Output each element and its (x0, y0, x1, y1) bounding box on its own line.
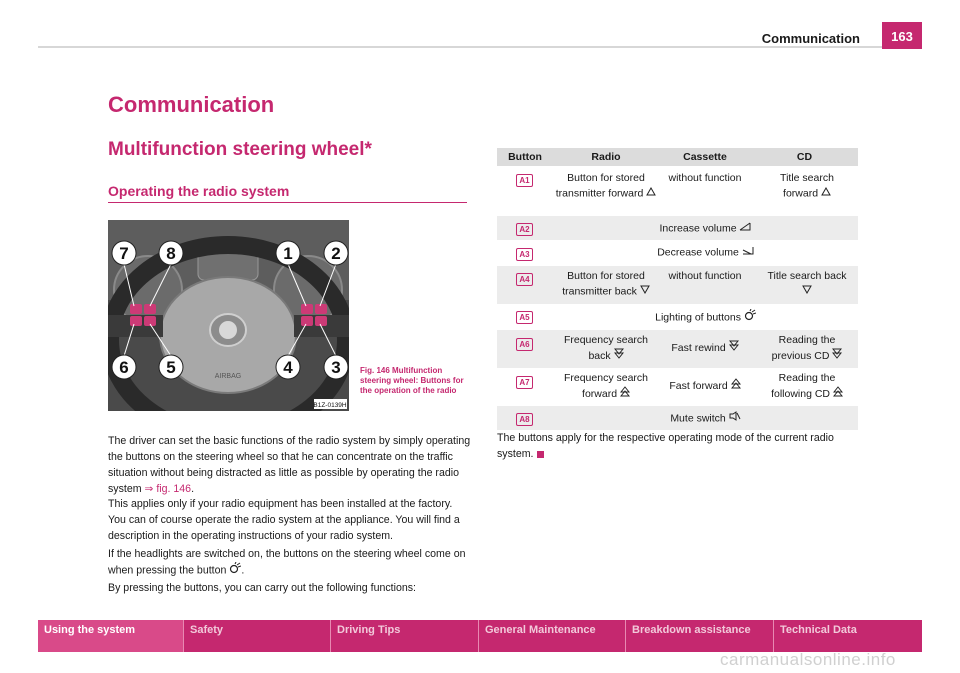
callout-8: 8 (166, 244, 176, 263)
cell-radio (553, 171, 659, 201)
badge-a1: A1 (516, 174, 533, 187)
cell-cassette (659, 378, 751, 394)
header-cd: CD (796, 151, 813, 163)
double-up-arrow-icon (833, 386, 843, 402)
volume-up-icon (739, 221, 751, 236)
volume-down-icon (742, 245, 754, 260)
table-row (497, 304, 858, 330)
down-arrow-icon (802, 284, 812, 299)
table-row (497, 406, 858, 430)
steering-wheel-illustration (108, 220, 349, 411)
callout-7: 7 (119, 244, 129, 263)
cell-cd (759, 333, 855, 364)
cell-cd (759, 371, 855, 402)
callout-6: 6 (119, 358, 129, 377)
cell-span-text: Mute switch (670, 412, 726, 425)
subsection-title: Operating the radio system (108, 183, 290, 199)
cell-span-text: Lighting of buttons (655, 311, 741, 324)
chapter-title: Communication (108, 92, 275, 117)
badge-a4: A4 (516, 273, 533, 286)
cell-span (553, 309, 858, 326)
callout-4: 4 (283, 358, 293, 377)
cell-cd-text: Title search forward (780, 172, 834, 200)
cell-radio (557, 371, 655, 402)
cell-cd-text: Title search back (767, 270, 847, 282)
paragraph-intro-text: The driver can set the basic functions of the radio system by simply operating the buttons on the steering wheel so that he can concentrate on the traffic situation without being distracted as little as possible by operating the radio system (108, 435, 471, 495)
paragraph-intro-end: . (191, 483, 195, 495)
cell-cassette (659, 340, 751, 356)
airbag-label: AIRBAG (214, 373, 242, 380)
badge-a2: A2 (516, 223, 533, 236)
paragraph-intro (108, 433, 472, 497)
table-note (497, 430, 861, 462)
callout-5: 5 (166, 358, 176, 377)
section-title: Multifunction steering wheel* (108, 139, 372, 160)
cell-radio-text: Frequency search back (563, 334, 649, 362)
double-down-arrow-icon (729, 340, 739, 356)
cell-cassette-text: Fast forward (669, 379, 728, 392)
tab-general-maintenance[interactable]: General Maintenance (479, 620, 626, 652)
cell-radio-text: Button for stored transmitter back (562, 270, 645, 298)
cell-cd (767, 269, 847, 299)
end-of-section-icon (537, 451, 544, 458)
paragraph-headlights (108, 546, 472, 579)
badge-a8: A8 (516, 413, 533, 426)
callout-3: 3 (331, 358, 341, 377)
cell-radio (557, 333, 655, 364)
lighting-icon (229, 562, 241, 579)
double-up-arrow-icon (620, 386, 630, 402)
cell-cassette: without function (668, 270, 742, 282)
double-up-arrow-icon (731, 378, 741, 394)
cell-span (553, 221, 858, 236)
cell-cd-text: Reading the previous CD (771, 334, 836, 362)
table-row (497, 266, 858, 304)
cell-cassette-text: Fast rewind (671, 341, 726, 354)
tab-technical-data[interactable]: Technical Data (780, 624, 857, 636)
table-row (497, 216, 858, 240)
paragraph-headlights-end: . (241, 564, 245, 577)
figure-ref-code: B1Z-0139H (313, 402, 347, 409)
up-arrow-icon (821, 186, 831, 201)
tab-driving-tips[interactable]: Driving Tips (331, 620, 479, 652)
cell-cd (767, 171, 847, 201)
header-title: Communication (761, 31, 860, 46)
watermark: carmanualsonline.info (720, 650, 896, 669)
header-cassette: Cassette (683, 151, 727, 163)
cell-cassette: without function (668, 172, 742, 184)
callout-1: 1 (283, 244, 293, 263)
header-rule (38, 46, 922, 48)
callout-2: 2 (331, 244, 341, 263)
footer-nav (38, 620, 922, 652)
badge-a7: A7 (516, 376, 533, 389)
lighting-icon (744, 309, 756, 326)
paragraph-headlights-text: If the headlights are switched on, the buttons on the steering wheel come on when pressing the button (108, 548, 466, 577)
mute-icon (729, 411, 741, 426)
double-down-arrow-icon (614, 348, 624, 364)
figure-link[interactable]: ⇒ fig. 146 (144, 483, 192, 495)
paragraph-factory: This applies only if your radio equipment has been installed at the factory. You can of course operate the radio system at the appliance. You will find a description in the operating instructions of your radio system. (108, 498, 460, 542)
page-number: 163 (882, 22, 922, 49)
down-arrow-icon (640, 284, 650, 299)
cell-span-text: Increase volume (659, 222, 737, 235)
cell-span-text: Decrease volume (657, 246, 739, 259)
cell-radio-text: Button for stored transmitter forward (555, 172, 645, 200)
up-arrow-icon (646, 186, 656, 201)
badge-a3: A3 (516, 248, 533, 261)
cell-span (553, 411, 858, 426)
double-down-arrow-icon (832, 348, 842, 364)
header-radio: Radio (591, 151, 621, 163)
tab-using-the-system[interactable]: Using the system (38, 620, 184, 652)
table-row (497, 368, 858, 406)
paragraph-functions: By pressing the buttons, you can carry out the following functions: (108, 582, 416, 594)
subsection-rule (108, 202, 467, 203)
tab-safety[interactable]: Safety (184, 620, 331, 652)
badge-a6: A6 (516, 338, 533, 351)
figure-caption: Fig. 146 Multifunction steering wheel: Buttons for the operation of the radio (360, 366, 464, 395)
table-row (497, 240, 858, 266)
table-header (497, 148, 858, 166)
table-note-text: The buttons apply for the respective operating mode of the current radio system. (497, 432, 834, 460)
header-button: Button (508, 151, 542, 163)
badge-a5: A5 (516, 311, 533, 324)
table-row (497, 330, 858, 368)
cell-radio-text: Frequency search forward (563, 372, 649, 400)
cell-radio (557, 269, 655, 299)
steering-wheel-figure (108, 220, 349, 411)
cell-span (553, 245, 858, 260)
cell-cd-text: Reading the following CD (771, 372, 836, 400)
tab-breakdown-assistance[interactable]: Breakdown assistance (626, 620, 774, 652)
table-row (497, 166, 858, 216)
